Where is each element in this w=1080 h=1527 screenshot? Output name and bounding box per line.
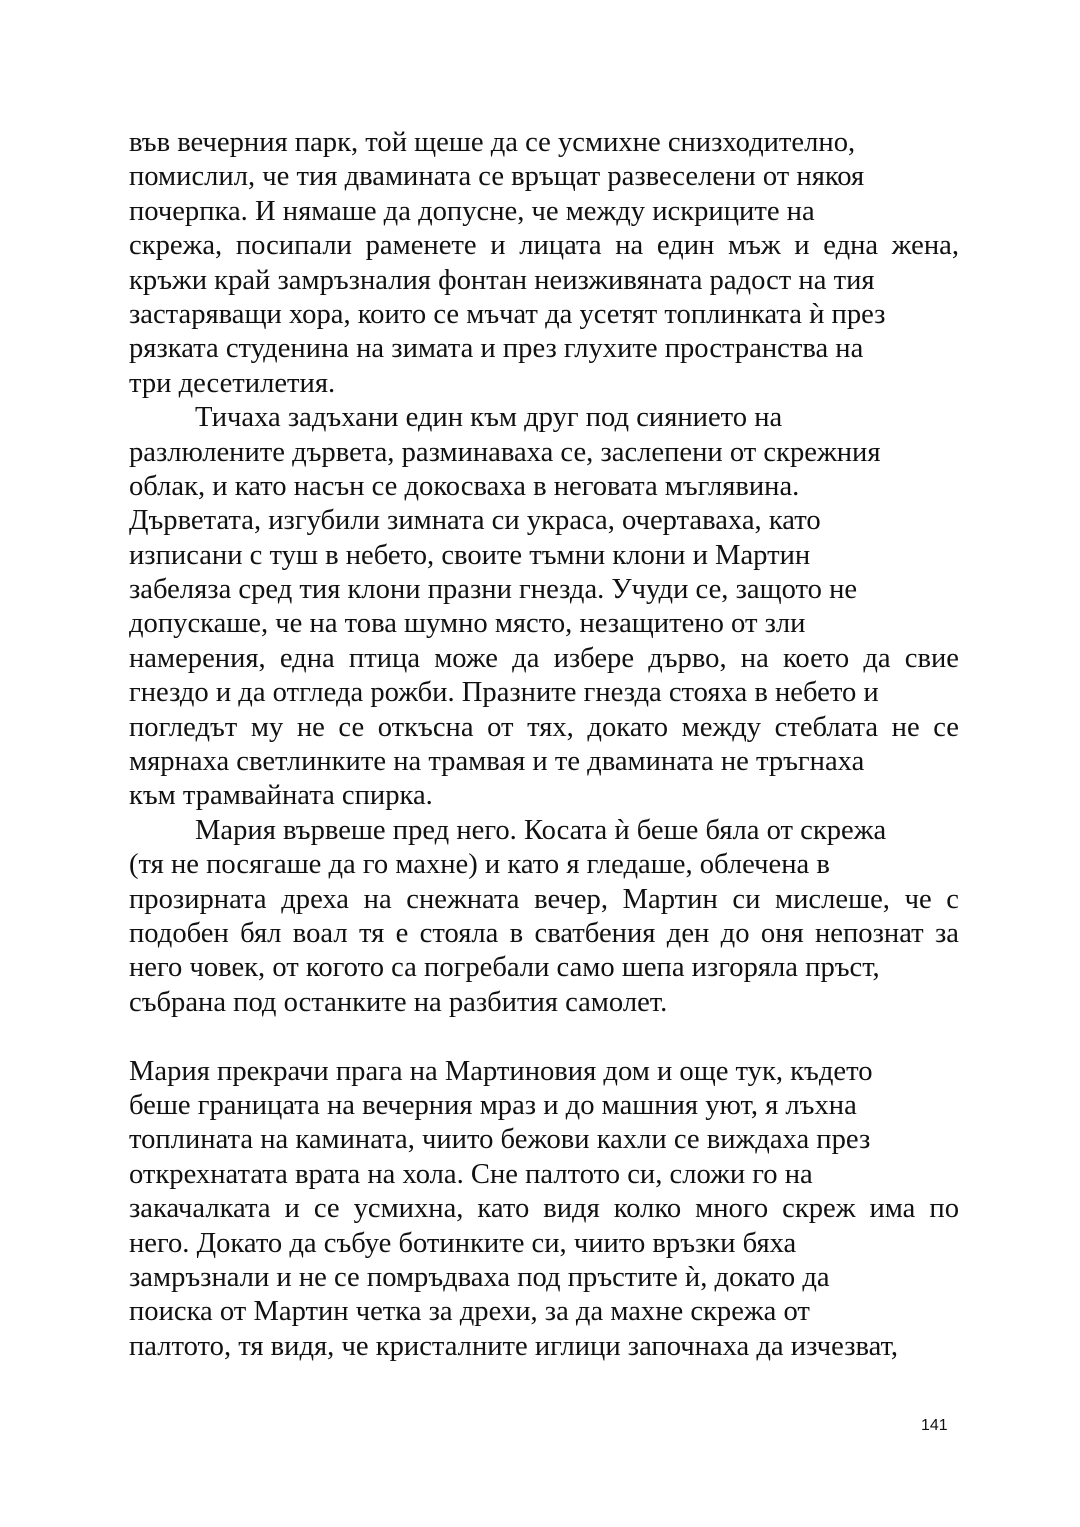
text-line: поиска от Мартин четка за дрехи, за да махне скрежа от: [129, 1296, 810, 1328]
text-line: събрана под останките на разбития самолет.: [129, 986, 668, 1018]
text-line: облак, и като насън се докосваха в неговата мъглявина.: [129, 470, 800, 502]
text-line: мярнаха светлинките на трамвая и те двамината не тръгнаха: [129, 746, 865, 778]
text-line: почерпка. И нямаше да допусне, че между искриците на: [129, 195, 815, 227]
text-line: рязката студенина на зимата и през глухите пространства на: [129, 333, 864, 365]
text-line: гнездо и да отгледа рожби. Празните гнезда стояха в небето и: [129, 677, 879, 709]
page-number: 141: [921, 1417, 948, 1434]
text-line: забеляза сред тия клони празни гнезда. Учуди се, защото не: [129, 574, 858, 606]
text-line: във вечерния парк, той щеше да се усмихне снизходително,: [129, 127, 856, 158]
text-line: него човек, от когото са погребали само шепа изгоряла пръст,: [129, 952, 880, 984]
paragraph-2: [129, 401, 959, 814]
paragraph-3: [129, 814, 959, 1020]
text-line: Мария прекрачи прага на Мартиновия дом и още тук, където: [129, 1055, 873, 1087]
text-line: палтото, тя видя, че кристалните иглици започнаха да изчезват,: [129, 1330, 899, 1362]
text-line: погледът му не се откъсна от тях, докато между стеблата не се: [129, 711, 959, 743]
text-line: намерения, една птица може да избере дърво, на което да свие: [129, 642, 959, 674]
text-line: топлината на камината, чиито бежови кахли се виждаха през: [129, 1124, 871, 1156]
text-line: него. Докато да събуе ботинките си, чиито връзки бяха: [129, 1227, 797, 1259]
text-line: изписани с туш в небето, своите тъмни клони и Мартин: [129, 539, 811, 571]
body-text: [129, 126, 959, 1364]
text-line: беше границата на вечерния мраз и до машния уют, я лъхна: [129, 1089, 857, 1121]
text-line: помислил, че тия двамината се връщат развеселени от някоя: [129, 161, 865, 193]
paragraph-4: [129, 1055, 959, 1365]
text-line: прозирната дреха на снежната вечер, Мартин си мислеше, че с: [129, 883, 959, 915]
text-line: закачалката и се усмихна, като видя колко много скреж има по: [129, 1193, 959, 1225]
text-line: замръзнали и не се помръдваха под пръстите ѝ, докато да: [129, 1261, 830, 1293]
text-line: застаряващи хора, които се мъчат да усетят топлинката ѝ през: [129, 298, 886, 330]
text-line: Мария вървеше пред него. Косата ѝ беше бяла от скрежа: [195, 814, 887, 846]
section-break: [129, 1020, 959, 1054]
text-line: към трамвайната спирка.: [129, 780, 433, 812]
text-line: Тичаха задъхани един към друг под сиянието на: [195, 402, 783, 434]
text-line: Дърветата, изгубили зимната си украса, очертаваха, като: [129, 505, 821, 537]
text-line: три десетилетия.: [129, 367, 336, 399]
text-line: скрежа, посипали раменете и лицата на един мъж и една жена,: [129, 230, 959, 262]
text-line: допускаше, че на това шумно място, незащитено от зли: [129, 608, 806, 640]
text-line: (тя не посягаше да го махне) и като я гледаше, облечена в: [129, 849, 830, 881]
text-line: разлюлените дървета, разминаваха се, заслепени от скрежния: [129, 436, 881, 468]
text-line: открехнатата врата на хола. Сне палтото си, сложи го на: [129, 1158, 813, 1190]
text-line: подобен бял воал тя е стояла в сватбения ден до оня непознат за: [129, 917, 959, 949]
text-line: кръжи край замръзналия фонтан неизживяната радост на тия: [129, 264, 875, 296]
paragraph-1: [129, 126, 959, 401]
